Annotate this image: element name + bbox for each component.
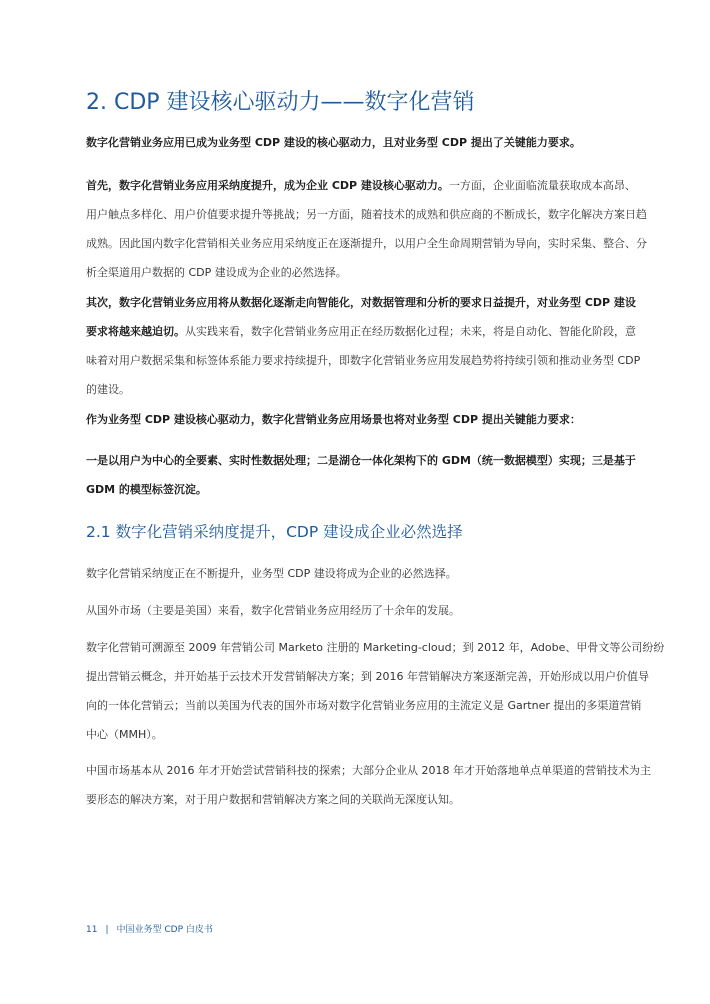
page-number: 11 [86,925,98,935]
paragraph-seventh [86,633,665,749]
section-heading: 2. CDP 建设核心驱动力——数字化营销 [86,90,475,115]
text-line: 向的一体化营销云；当前以美国为代表的国外市场对数字化营销业务应用的主流定义是 Gartner 提出的多渠道营销 [86,699,642,712]
text-line: 成熟。因此国内数字化营销相关业务应用采纳度正在逐渐提升，以用户全生命周期营销为导向，实时采集、整合、分 [86,237,647,250]
text-line [86,317,636,346]
paragraph-fifth [86,559,630,588]
text-line: 的建设。 [86,383,130,396]
text-span: 一方面，企业面临流量获取成本高昂、 [448,179,636,192]
text-line: 提出营销云概念，并开始基于云技术开发营销解决方案；到 2016 年营销解决方案逐渐完善，开始形成以用户价值导 [86,670,649,683]
paragraph-first [86,171,647,287]
text-line: 析全渠道用户数据的 CDP 建设成为企业的必然选择。 [86,266,347,279]
text-line: 用户触点多样化、用户价值要求提升等挑战；另一方面，随着技术的成熟和供应商的不断成长，数字化解决方案日趋 [86,208,647,221]
text-line: 要形态的解决方案，对于用户数据和营销解决方案之间的关联尚无深度认知。 [86,793,460,806]
paragraph-third [86,405,630,434]
footer-separator: | [105,925,109,935]
page-footer [86,922,213,935]
text-line: 从国外市场（主要是美国）来看，数字化营销业务应用经历了十余年的发展。 [86,604,460,617]
text-line: 数字化营销业务应用已成为业务型 CDP 建设的核心驱动力，且对业务型 CDP 提出了关键能力要求。 [86,136,581,149]
subsection-heading: 2.1 数字化营销采纳度提升，CDP 建设成企业必然选择 [86,523,463,541]
paragraph-eighth [86,756,651,814]
text-line [86,171,636,200]
bold-lead: 要求将越来越迫切。 [86,325,185,338]
text-line: 数字化营销采纳度正在不断提升，业务型 CDP 建设将成为企业的必然选择。 [86,567,457,580]
paragraph-sixth [86,596,630,625]
text-line: 中心（MMH）。 [86,728,163,741]
text-line: GDM 的模型标签沉淀。 [86,483,207,496]
text-line: 一是以用户为中心的全要素、实时性数据处理；二是湖仓一体化架构下的 GDM（统一数据模型）实现；三是基于 [86,454,636,467]
text-line: 其次，数字化营销业务应用将从数据化逐渐走向智能化，对数据管理和分析的要求日益提升，对业务型 CDP 建设 [86,296,636,309]
text-line: 中国市场基本从 2016 年才开始尝试营销科技的探索；大部分企业从 2018 年才开始落地单点单渠道的营销技术为主 [86,764,651,777]
paragraph-intro [86,128,630,157]
text-line: 作为业务型 CDP 建设核心驱动力，数字化营销业务应用场景也将对业务型 CDP 提出关键能力要求： [86,413,581,426]
paragraph-second [86,288,641,404]
document-title: 中国业务型 CDP 白皮书 [116,925,213,935]
text-line: 味着对用户数据采集和标签体系能力要求持续提升，即数字化营销业务应用发展趋势将持续引领和推动业务型 CDP [86,354,641,367]
text-line: 数字化营销可溯源至 2009 年营销公司 Marketo 注册的 Marketing-cloud；到 2012 年，Adobe、甲骨文等公司纷纷 [86,641,665,654]
text-span: 从实践来看，数字化营销业务应用正在经历数据化过程；未来，将是自动化、智能化阶段，意 [185,325,636,338]
paragraph-fourth [86,446,636,504]
bold-lead: 首先，数字化营销业务应用采纳度提升，成为企业 CDP 建设核心驱动力。 [86,179,449,192]
